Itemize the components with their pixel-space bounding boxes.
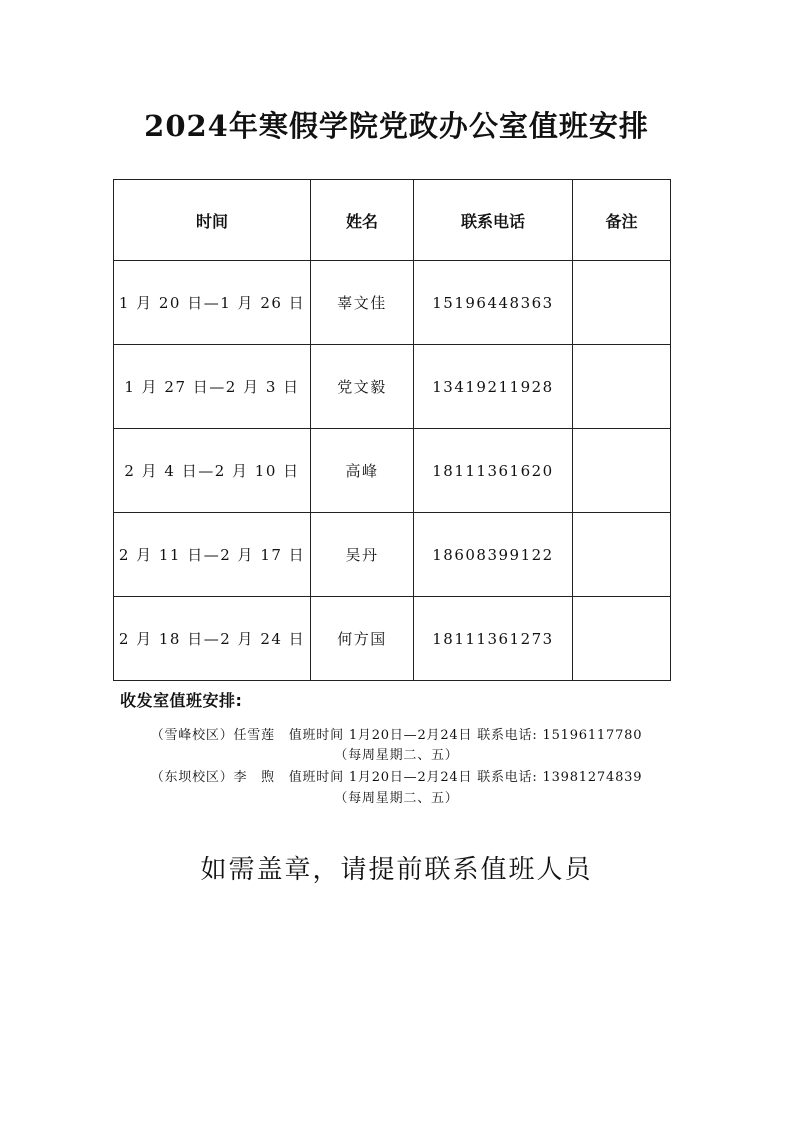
table-row	[114, 429, 671, 513]
cell-time: 1 月 27 日—2 月 3 日	[114, 345, 311, 429]
cell-note	[573, 429, 671, 513]
cell-phone: 15196448363	[414, 261, 573, 345]
cell-name: 党文毅	[311, 345, 414, 429]
header-name: 姓名	[311, 180, 414, 261]
duty-table	[113, 179, 671, 681]
mailroom-days-xuefeng: （每周星期二、五）	[334, 748, 459, 763]
cell-time: 1 月 20 日—1 月 26 日	[114, 261, 311, 345]
cell-time: 2 月 18 日—2 月 24 日	[114, 597, 311, 681]
cell-note	[573, 345, 671, 429]
table-header-row	[114, 180, 671, 261]
table-row	[114, 597, 671, 681]
header-time: 时间	[114, 180, 311, 261]
mailroom-days-dongba: （每周星期二、五）	[334, 791, 459, 806]
cell-phone: 18608399122	[414, 513, 573, 597]
page-title: 2024年寒假学院党政办公室值班安排	[144, 109, 649, 143]
stamp-notice: 如需盖章，请提前联系值班人员	[200, 855, 593, 885]
header-phone: 联系电话	[414, 180, 573, 261]
table-row	[114, 345, 671, 429]
cell-name: 辜文佳	[311, 261, 414, 345]
cell-name: 吴丹	[311, 513, 414, 597]
mailroom-line-xuefeng: （雪峰校区）任雪莲 值班时间 1月20日—2月24日 联系电话: 15196117780	[150, 728, 643, 743]
table-row	[114, 513, 671, 597]
cell-time: 2 月 4 日—2 月 10 日	[114, 429, 311, 513]
cell-phone: 18111361620	[414, 429, 573, 513]
cell-phone: 18111361273	[414, 597, 573, 681]
table-row	[114, 261, 671, 345]
mailroom-heading: 收发室值班安排:	[120, 691, 243, 710]
cell-time: 2 月 11 日—2 月 17 日	[114, 513, 311, 597]
mailroom-line-dongba: （东坝校区）李 煦 值班时间 1月20日—2月24日 联系电话: 13981274839	[150, 770, 643, 785]
cell-note	[573, 513, 671, 597]
cell-phone: 13419211928	[414, 345, 573, 429]
cell-name: 高峰	[311, 429, 414, 513]
cell-note	[573, 597, 671, 681]
header-note: 备注	[573, 180, 671, 261]
cell-name: 何方国	[311, 597, 414, 681]
cell-note	[573, 261, 671, 345]
